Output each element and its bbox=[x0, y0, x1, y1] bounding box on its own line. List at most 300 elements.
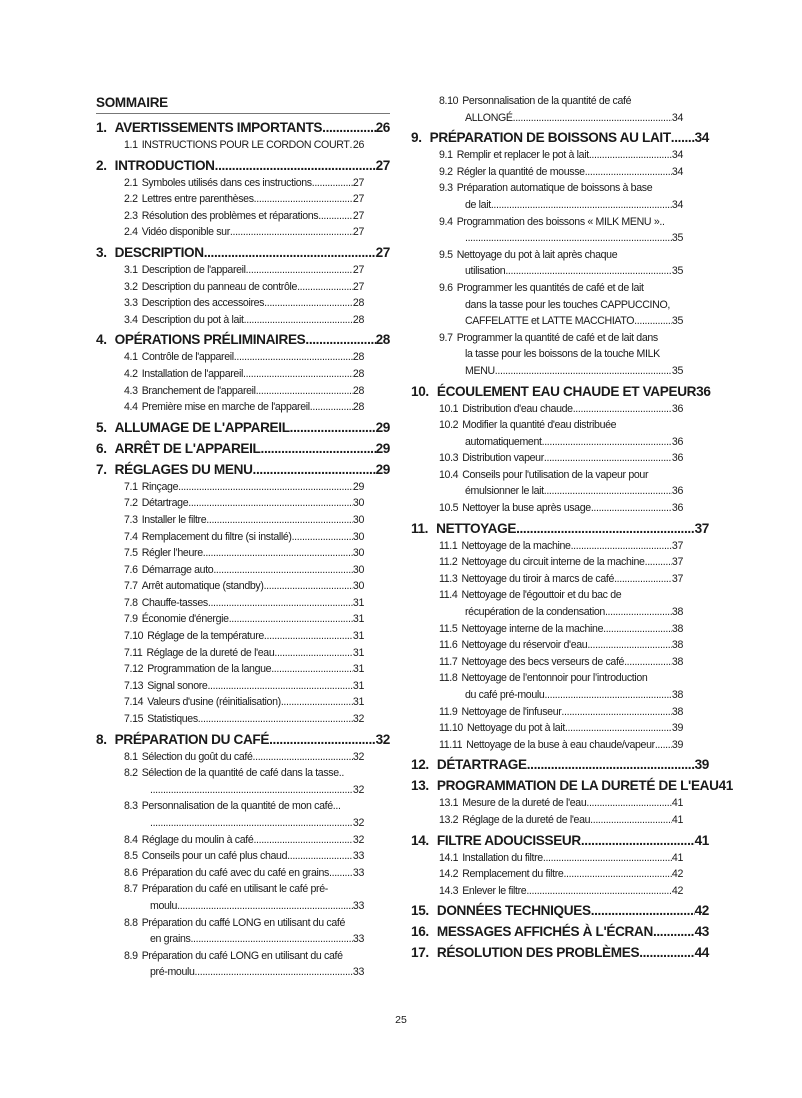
subsection-title: Conseils pour l'utilisation de la vapeur pour bbox=[462, 468, 649, 481]
toc-subsection-link[interactable] bbox=[96, 495, 364, 512]
toc-subsection-link[interactable] bbox=[411, 214, 683, 231]
subsection-title: émulsionner le lait bbox=[465, 485, 544, 498]
toc-section-link[interactable] bbox=[411, 829, 709, 850]
subsection-title: Installation de l'appareil bbox=[141, 367, 243, 380]
toc-section-link[interactable] bbox=[411, 753, 709, 774]
toc-subsection-link[interactable] bbox=[96, 279, 364, 296]
section-title: PRÉPARATION DU CAFÉ bbox=[114, 731, 270, 747]
toc-subsection-link[interactable] bbox=[96, 529, 364, 546]
subsection-number: 8.8 bbox=[124, 916, 138, 929]
dot-leader bbox=[243, 366, 353, 383]
section-number: 1. bbox=[96, 120, 107, 135]
subsection-title: la tasse pour les boissons de la touche MILK bbox=[465, 348, 660, 361]
section-title: DONNÉES TECHNIQUES bbox=[436, 903, 591, 919]
subsection-page: 35 bbox=[671, 315, 683, 328]
toc-subsection-link[interactable] bbox=[411, 164, 683, 181]
subsection-number: 7.1 bbox=[124, 480, 138, 493]
subsection-page: 32 bbox=[352, 713, 364, 726]
subsection-title: Arrêt automatique (standby) bbox=[141, 580, 264, 593]
subsection-title: Économie d'énergie bbox=[141, 613, 229, 626]
toc-subsection-link[interactable] bbox=[411, 330, 683, 347]
dot-leader bbox=[274, 645, 353, 662]
subsection-number: 9.7 bbox=[439, 331, 453, 344]
dot-leader bbox=[563, 866, 671, 883]
toc-subsection-link[interactable] bbox=[96, 948, 364, 965]
section-page: 32 bbox=[375, 731, 390, 747]
toc-section-link[interactable] bbox=[96, 458, 390, 479]
dot-leader bbox=[645, 554, 672, 571]
subsection-title: Symboles utilisés dans ces instructions bbox=[141, 176, 312, 189]
toc-subsection-link[interactable] bbox=[96, 224, 364, 241]
subsection-page: 42 bbox=[671, 868, 683, 881]
dot-leader bbox=[590, 812, 672, 829]
subsection-number: 2.3 bbox=[124, 209, 138, 222]
subsection-page: 36 bbox=[671, 502, 683, 515]
subsection-title: du café pré-moulu bbox=[465, 689, 545, 701]
subsection-number: 10.2 bbox=[439, 419, 459, 432]
dot-leader bbox=[269, 728, 375, 749]
toc-subsection-link[interactable] bbox=[96, 848, 364, 865]
toc-subsection-link[interactable] bbox=[96, 815, 364, 832]
toc-section-link[interactable] bbox=[96, 437, 390, 458]
toc-subsection-link[interactable] bbox=[411, 571, 683, 588]
toc-subsection-link[interactable] bbox=[411, 467, 683, 484]
subsection-title: MENU bbox=[465, 364, 495, 377]
subsection-page: 28 bbox=[352, 367, 364, 380]
subsection-number: 2.4 bbox=[124, 226, 138, 239]
section-number: 6. bbox=[96, 440, 107, 456]
subsection-title: Nettoyage de l'égouttoir et du bac de bbox=[461, 589, 622, 602]
dot-leader bbox=[254, 191, 353, 208]
subsection-number: 11.5 bbox=[439, 622, 458, 635]
subsection-page: 41 bbox=[671, 797, 683, 810]
toc-section-link[interactable] bbox=[96, 116, 390, 137]
toc-subsection-link[interactable] bbox=[411, 654, 683, 671]
dot-leader bbox=[637, 313, 672, 330]
subsection-number: 11.6 bbox=[439, 639, 458, 652]
subsection-title: Enlever le filtre bbox=[462, 884, 527, 897]
subsection-number: 8.1 bbox=[124, 750, 138, 763]
toc-subsection-link[interactable] bbox=[96, 545, 364, 562]
toc-subsection-link[interactable] bbox=[96, 191, 364, 208]
toc-subsection-link[interactable] bbox=[96, 881, 364, 898]
toc-subsection-link[interactable] bbox=[96, 562, 364, 579]
toc-subsection-link[interactable] bbox=[411, 147, 683, 164]
subsection-page: 35 bbox=[671, 232, 683, 245]
toc-subsection-link[interactable] bbox=[411, 866, 683, 883]
subsection-number: 11.9 bbox=[439, 705, 458, 718]
dot-leader bbox=[585, 164, 672, 181]
toc-subsection-link[interactable] bbox=[411, 604, 683, 621]
subsection-number: 10.3 bbox=[439, 452, 459, 465]
toc-subsection-link[interactable] bbox=[96, 512, 364, 529]
subsection-title: Programmation des boissons « MILK MENU ».. bbox=[456, 215, 665, 228]
toc-subsection-link[interactable] bbox=[411, 795, 683, 812]
dot-leader bbox=[465, 230, 672, 247]
subsection-title: Remplacement du filtre (si installé) bbox=[141, 530, 292, 543]
toc-subsection-link[interactable] bbox=[96, 175, 364, 192]
subsection-page: 30 bbox=[352, 513, 364, 526]
subsection-number: 3.3 bbox=[124, 297, 138, 310]
subsection-title: Conseils pour un café plus chaud bbox=[141, 850, 288, 863]
dot-leader bbox=[253, 832, 352, 849]
toc-subsection-link[interactable] bbox=[411, 313, 683, 330]
toc-section-link[interactable] bbox=[96, 416, 390, 437]
subsection-page: 32 bbox=[352, 817, 364, 829]
toc-section-link[interactable] bbox=[411, 899, 709, 920]
subsection-title: Régler l’heure bbox=[141, 547, 203, 560]
toc-subsection-link[interactable] bbox=[411, 180, 683, 197]
toc-subsection-link[interactable] bbox=[96, 262, 364, 279]
section-title: PRÉPARATION DE BOISSONS AU LAIT bbox=[429, 130, 671, 146]
dot-leader bbox=[215, 154, 376, 175]
subsection-number: 11.7 bbox=[439, 655, 458, 668]
subsection-title: Préparation du café avec du café en grains.. bbox=[141, 866, 335, 879]
subsection-number: 11.11 bbox=[439, 738, 463, 751]
dot-leader bbox=[591, 899, 695, 920]
subsection-number: 11.2 bbox=[439, 556, 458, 569]
section-number: 7. bbox=[96, 461, 107, 477]
subsection-number: 4.3 bbox=[124, 384, 138, 397]
dot-leader bbox=[178, 479, 353, 496]
toc-subsection-link[interactable] bbox=[411, 538, 683, 555]
toc-subsection-link[interactable] bbox=[411, 500, 683, 517]
toc-subsection-link[interactable] bbox=[411, 621, 683, 638]
toc-subsection-link[interactable] bbox=[96, 678, 364, 695]
dot-leader bbox=[624, 654, 672, 671]
subsection-list bbox=[411, 795, 683, 828]
section-page: 29 bbox=[375, 440, 390, 456]
subsection-title: Nettoyage du pot à lait bbox=[466, 722, 565, 735]
subsection-number: 11.1 bbox=[439, 539, 458, 552]
subsection-number: 4.1 bbox=[124, 351, 138, 364]
subsection-page: 30 bbox=[352, 580, 364, 593]
dot-leader bbox=[671, 126, 695, 147]
dot-leader bbox=[581, 829, 695, 850]
toc-subsection-link[interactable] bbox=[411, 483, 683, 500]
subsection-title: CAFFELATTE et LATTE MACCHIATO. bbox=[465, 315, 637, 328]
subsection-title: Nettoyage du pot à lait après chaque bbox=[456, 248, 618, 261]
subsection-title: récupération de la condensation bbox=[465, 606, 605, 619]
dot-leader bbox=[505, 263, 672, 280]
dot-leader bbox=[188, 495, 353, 512]
toc-subsection-link[interactable] bbox=[96, 595, 364, 612]
subsection-number: 8.6 bbox=[124, 866, 138, 879]
toc-subsection-link[interactable] bbox=[96, 915, 364, 932]
toc-right-column bbox=[411, 93, 734, 962]
toc-section-link[interactable] bbox=[411, 517, 709, 538]
subsection-number: 8.3 bbox=[124, 800, 138, 813]
dot-leader bbox=[253, 458, 376, 479]
subsection-number: 13.1 bbox=[439, 797, 459, 810]
subsection-title: dans la tasse pour les touches CAPPUCCINO, bbox=[465, 298, 670, 311]
subsection-title: Programmation de la langue bbox=[147, 663, 272, 676]
toc-subsection-link[interactable] bbox=[96, 611, 364, 628]
subsection-title: Remplir et replacer le pot à lait bbox=[456, 149, 589, 162]
section-number: 9. bbox=[411, 130, 422, 146]
toc-subsection-link[interactable] bbox=[411, 247, 683, 264]
dot-leader bbox=[312, 175, 353, 192]
subsection-page: 33 bbox=[352, 966, 364, 979]
subsection-page: 31 bbox=[352, 613, 364, 626]
toc-subsection-link[interactable] bbox=[96, 295, 364, 312]
toc-subsection-link[interactable] bbox=[96, 782, 364, 799]
subsection-page: 34 bbox=[671, 198, 683, 211]
section-number: 12. bbox=[411, 757, 429, 773]
subsection-page: 27 bbox=[352, 176, 364, 189]
subsection-title: Signal sonore bbox=[147, 679, 208, 692]
toc-left-column bbox=[96, 93, 390, 981]
toc-subsection-link[interactable] bbox=[411, 720, 683, 737]
toc-subsection-link[interactable] bbox=[96, 765, 364, 782]
subsection-title: Préparation du caffé LONG en utilisant du café bbox=[141, 916, 346, 929]
toc-subsection-link[interactable] bbox=[96, 749, 364, 766]
section-number: 16. bbox=[411, 924, 429, 940]
toc-subsection-link[interactable] bbox=[411, 687, 683, 704]
subsection-page: 37 bbox=[671, 572, 683, 585]
subsection-number: 1.1 bbox=[124, 139, 138, 151]
toc-subsection-link[interactable] bbox=[411, 434, 683, 451]
toc-subsection-link[interactable] bbox=[411, 587, 683, 604]
toc-subsection-link[interactable] bbox=[96, 383, 364, 400]
subsection-number: 10.4 bbox=[439, 468, 459, 481]
subsection-number: 10.1 bbox=[439, 402, 459, 415]
subsection-page: 34 bbox=[671, 165, 683, 178]
toc-subsection-link[interactable] bbox=[411, 297, 683, 314]
dot-leader bbox=[208, 595, 353, 612]
subsection-number: 11.3 bbox=[439, 572, 458, 585]
subsection-number: 13.2 bbox=[439, 813, 459, 826]
subsection-title: Préparation automatique de boissons à base bbox=[456, 182, 653, 195]
dot-leader bbox=[565, 720, 672, 737]
subsection-title: Nettoyer la buse après usage bbox=[462, 502, 591, 515]
toc-section-link[interactable] bbox=[411, 126, 709, 147]
dot-leader bbox=[495, 363, 672, 380]
subsection-title: Description du pot à lait bbox=[141, 313, 244, 326]
section-title: ARRÊT DE L'APPAREIL bbox=[114, 440, 261, 456]
subsection-page: 34 bbox=[671, 149, 683, 162]
dot-leader bbox=[229, 611, 353, 628]
dot-leader bbox=[544, 687, 671, 704]
subsection-title: Première mise en marche de l'appareil bbox=[141, 401, 310, 414]
subsection-page: 36 bbox=[671, 452, 683, 465]
subsection-page: 28 bbox=[352, 351, 364, 364]
toc-subsection-link[interactable] bbox=[411, 263, 683, 280]
section-number: 14. bbox=[411, 832, 429, 848]
dot-leader bbox=[256, 383, 353, 400]
subsection-list bbox=[96, 137, 364, 154]
toc-subsection-link[interactable] bbox=[96, 711, 364, 728]
dot-leader bbox=[322, 116, 375, 137]
subsection-number: 14.1 bbox=[439, 851, 459, 864]
section-page: 26 bbox=[375, 120, 390, 135]
toc-subsection-link[interactable] bbox=[411, 110, 683, 127]
subsection-page: 31 bbox=[352, 646, 364, 659]
dot-leader bbox=[527, 753, 695, 774]
toc-subsection-link[interactable] bbox=[411, 450, 683, 467]
subsection-page: 41 bbox=[671, 851, 683, 864]
subsection-page: 28 bbox=[352, 401, 364, 414]
subsection-number: 8.4 bbox=[124, 833, 138, 846]
toc-section-link[interactable] bbox=[411, 920, 709, 941]
subsection-number: 7.13 bbox=[124, 679, 144, 692]
dot-leader bbox=[542, 434, 672, 451]
dot-leader bbox=[206, 512, 353, 529]
subsection-page: 38 bbox=[671, 639, 683, 652]
toc-section-link[interactable] bbox=[411, 380, 709, 401]
subsection-page: 35 bbox=[671, 364, 683, 377]
toc-subsection-link[interactable] bbox=[96, 366, 364, 383]
toc-subsection-link[interactable] bbox=[96, 628, 364, 645]
subsection-number: 7.14 bbox=[124, 696, 144, 709]
toc-subsection-link[interactable] bbox=[411, 812, 683, 829]
section-title: RÉGLAGES DU MENU bbox=[114, 461, 253, 477]
toc-subsection-link[interactable] bbox=[411, 554, 683, 571]
dot-leader bbox=[491, 197, 672, 214]
toc-title: SOMMAIRE bbox=[96, 93, 390, 114]
subsection-page: 38 bbox=[671, 606, 683, 619]
subsection-title: Distribution d'eau chaude bbox=[462, 402, 573, 415]
subsection-page: 31 bbox=[352, 596, 364, 609]
toc-subsection-link[interactable] bbox=[96, 865, 364, 882]
toc-section-link[interactable] bbox=[96, 154, 390, 175]
subsection-title: Sélection du goût du café bbox=[141, 750, 253, 763]
dot-leader bbox=[287, 848, 353, 865]
subsection-number: 7.7 bbox=[124, 580, 138, 593]
toc-subsection-link[interactable] bbox=[96, 645, 364, 662]
section-number: 4. bbox=[96, 332, 107, 348]
subsection-title: Régler la quantité de mousse bbox=[456, 165, 585, 178]
toc-subsection-link[interactable] bbox=[96, 694, 364, 711]
subsection-title: automatiquement bbox=[465, 435, 542, 448]
subsection-title: Branchement de l'appareil bbox=[141, 384, 256, 397]
subsection-title: Mesure de la dureté de l'eau bbox=[462, 797, 587, 810]
section-title: INTRODUCTION bbox=[114, 157, 215, 173]
subsection-number: 8.2 bbox=[124, 767, 138, 780]
toc-subsection-link[interactable] bbox=[96, 479, 364, 496]
toc-subsection-link[interactable] bbox=[411, 346, 683, 363]
toc-subsection-link[interactable] bbox=[411, 363, 683, 380]
subsection-number: 9.4 bbox=[439, 215, 453, 228]
toc-section-link[interactable] bbox=[96, 728, 390, 749]
dot-leader bbox=[639, 941, 694, 962]
dot-leader bbox=[305, 328, 375, 349]
dot-leader bbox=[589, 147, 672, 164]
subsection-title: Lettres entre parenthèses bbox=[141, 193, 254, 206]
dot-leader bbox=[150, 782, 353, 799]
subsection-title: Préparation du café LONG en utilisant du café bbox=[141, 949, 343, 962]
subsection-page: 27 bbox=[352, 280, 364, 293]
subsection-title: Nettoyage du réservoir d'eau bbox=[461, 639, 588, 652]
subsection-title: Contrôle de l'appareil bbox=[141, 351, 234, 364]
dot-leader bbox=[244, 312, 353, 329]
subsection-title: Réglage de la dureté de l'eau bbox=[146, 646, 275, 659]
toc-subsection-link[interactable] bbox=[96, 312, 364, 329]
section-page: 36 bbox=[696, 383, 711, 399]
section-title: OPÉRATIONS PRÉLIMINAIRES bbox=[114, 332, 306, 348]
subsection-number: 14.3 bbox=[439, 884, 459, 897]
dot-leader bbox=[195, 964, 353, 981]
subsection-title: Description des accessoires bbox=[141, 297, 265, 310]
toc-subsection-link[interactable] bbox=[96, 349, 364, 366]
subsection-page: 27 bbox=[352, 263, 364, 276]
subsection-page: 27 bbox=[352, 209, 364, 222]
toc-subsection-link[interactable] bbox=[411, 670, 683, 687]
section-page: 44 bbox=[694, 945, 709, 961]
subsection-title: Détartrage bbox=[141, 497, 189, 510]
subsection-number: 3.1 bbox=[124, 263, 138, 276]
section-page: 41 bbox=[718, 778, 734, 794]
toc-section-link[interactable] bbox=[96, 328, 390, 349]
subsection-title: Nettoyage du circuit interne de la machine bbox=[461, 556, 645, 569]
section-page: 37 bbox=[694, 520, 709, 536]
subsection-title: utilisation bbox=[465, 265, 506, 278]
subsection-list bbox=[411, 538, 683, 754]
toc-subsection-link[interactable] bbox=[411, 737, 683, 754]
subsection-number: 8.5 bbox=[124, 850, 138, 863]
toc-subsection-link[interactable] bbox=[411, 197, 683, 214]
section-number: 15. bbox=[411, 903, 429, 919]
subsection-number: 3.2 bbox=[124, 280, 138, 293]
toc-section-link[interactable] bbox=[411, 774, 734, 795]
toc-subsection-link[interactable] bbox=[96, 798, 364, 815]
subsection-page: 30 bbox=[352, 497, 364, 510]
toc-subsection-link[interactable] bbox=[96, 137, 364, 154]
dot-leader bbox=[264, 295, 353, 312]
toc-subsection-link[interactable] bbox=[411, 704, 683, 721]
subsection-title: Nettoyage de la buse à eau chaude/vapeur bbox=[466, 738, 655, 751]
toc-section-link[interactable] bbox=[96, 241, 390, 262]
dot-leader bbox=[271, 661, 353, 678]
subsection-page: 33 bbox=[352, 933, 364, 946]
toc-subsection-link[interactable] bbox=[411, 637, 683, 654]
toc-subsection-link[interactable] bbox=[96, 931, 364, 948]
subsection-number: 7.3 bbox=[124, 513, 138, 526]
toc-subsection-link[interactable] bbox=[96, 964, 364, 981]
toc-subsection-link[interactable] bbox=[96, 898, 364, 915]
subsection-page: 32 bbox=[352, 750, 364, 763]
subsection-title: Installation du filtre bbox=[462, 851, 543, 864]
section-page: 41 bbox=[694, 832, 709, 848]
toc-subsection-link[interactable] bbox=[96, 399, 364, 416]
section-number: 17. bbox=[411, 945, 429, 961]
toc-subsection-link[interactable] bbox=[411, 230, 683, 247]
toc-section-link[interactable] bbox=[411, 941, 709, 962]
subsection-number: 9.2 bbox=[439, 165, 453, 178]
subsection-list bbox=[96, 175, 364, 241]
toc-subsection-link[interactable] bbox=[411, 417, 683, 434]
section-page: 29 bbox=[375, 419, 390, 435]
toc-subsection-link[interactable] bbox=[96, 578, 364, 595]
toc-subsection-link[interactable] bbox=[411, 883, 683, 900]
toc-subsection-link[interactable] bbox=[411, 280, 683, 297]
subsection-number: 7.15 bbox=[124, 713, 144, 726]
section-number: 2. bbox=[96, 157, 107, 173]
toc-subsection-link[interactable] bbox=[96, 832, 364, 849]
toc-subsection-link[interactable] bbox=[411, 850, 683, 867]
subsection-title: Nettoyage des becs verseurs de café bbox=[461, 655, 625, 668]
toc-subsection-link[interactable] bbox=[411, 401, 683, 418]
dot-leader bbox=[591, 500, 672, 517]
section-number: 10. bbox=[411, 383, 429, 399]
toc-subsection-link[interactable] bbox=[96, 661, 364, 678]
subsection-page: 32 bbox=[352, 783, 364, 796]
subsection-number: 9.1 bbox=[439, 149, 453, 162]
dot-leader bbox=[334, 865, 353, 882]
toc-subsection-link[interactable] bbox=[411, 93, 683, 110]
subsection-title: ALLONGÉ bbox=[465, 111, 513, 124]
toc-subsection-link[interactable] bbox=[96, 208, 364, 225]
